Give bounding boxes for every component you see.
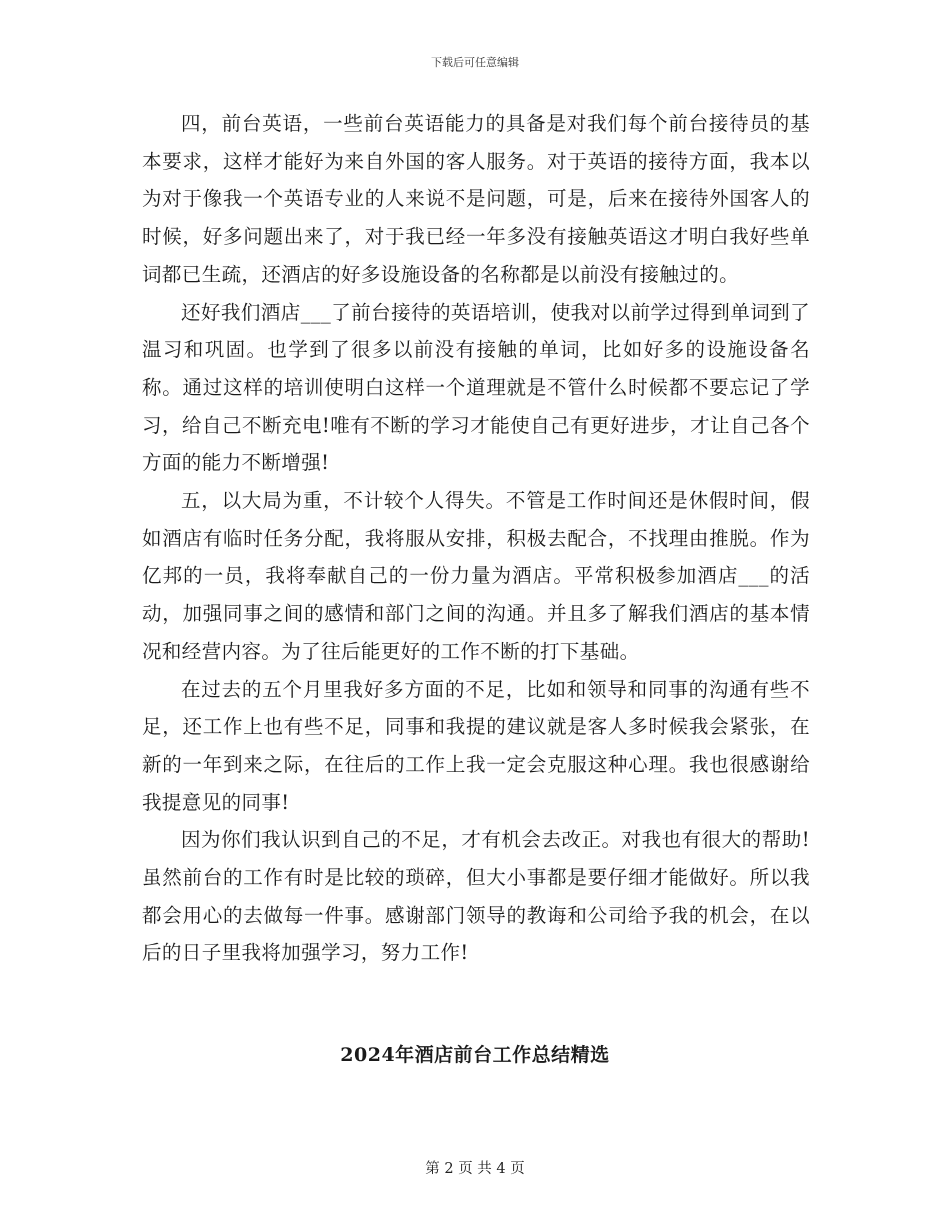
page-number: 第 2 页 共 4 页 (425, 1161, 525, 1177)
paragraph-big-picture: 五，以大局为重，不计较个人得失。不管是工作时间还是休假时间，假如酒店有临时任务分配，我将服从安排，积极去配合，不找理由推脱。作为亿邦的一员，我将奉献自己的一份力量为酒店。平常积极参加酒店___的活动，加强同事之间的感情和部门之间的沟通。并且多了解我们酒店的基本情况和经营内容。为了往后能更好的工作不断的打下基础。 (142, 489, 810, 663)
paragraph-shortcomings: 在过去的五个月里我好多方面的不足，比如和领导和同事的沟通有些不足，还工作上也有些不足，同事和我提的建议就是客人多时候我会紧张，在新的一年到来之际，在往后的工作上我一定会克服这种心理。我也很感谢给我提意见的同事! (142, 677, 810, 814)
paragraph-english-training: 还好我们酒店___了前台接待的英语培训，使我对以前学过得到单词到了温习和巩固。也学到了很多以前没有接触的单词，比如好多的设施设备名称。通过这样的培训使明白这样一个道理就是不管什么时候都不要忘记了学习，给自己不断充电!唯有不断的学习才能使自己有更好进步，才让自己各个方面的能力不断增强! (142, 300, 810, 475)
document-body (142, 105, 810, 972)
document-title: 2024年酒店前台工作总结精选 (340, 1044, 610, 1066)
paragraph-front-desk-english: 四，前台英语，一些前台英语能力的具备是对我们每个前台接待员的基本要求，这样才能好为来自外国的客人服务。对于英语的接待方面，我本以为对于像我一个英语专业的人来说不是问题，可是，后来在接待外国客人的时候，好多问题出来了，对于我已经一年多没有接触英语这才明白我好些单词都已生疏，还酒店的好多设施设备的名称都是以前没有接触过的。 (142, 112, 810, 286)
header-note: 下载后可任意编辑 (431, 56, 519, 69)
paragraph-gratitude: 因为你们我认识到自己的不足，才有机会去改正。对我也有很大的帮助!虽然前台的工作有时是比较的琐碎，但大小事都是要仔细才能做好。所以我都会用心的去做每一件事。感谢部门领导的教诲和公司给予我的机会，在以后的日子里我将加强学习，努力工作! (142, 828, 810, 965)
